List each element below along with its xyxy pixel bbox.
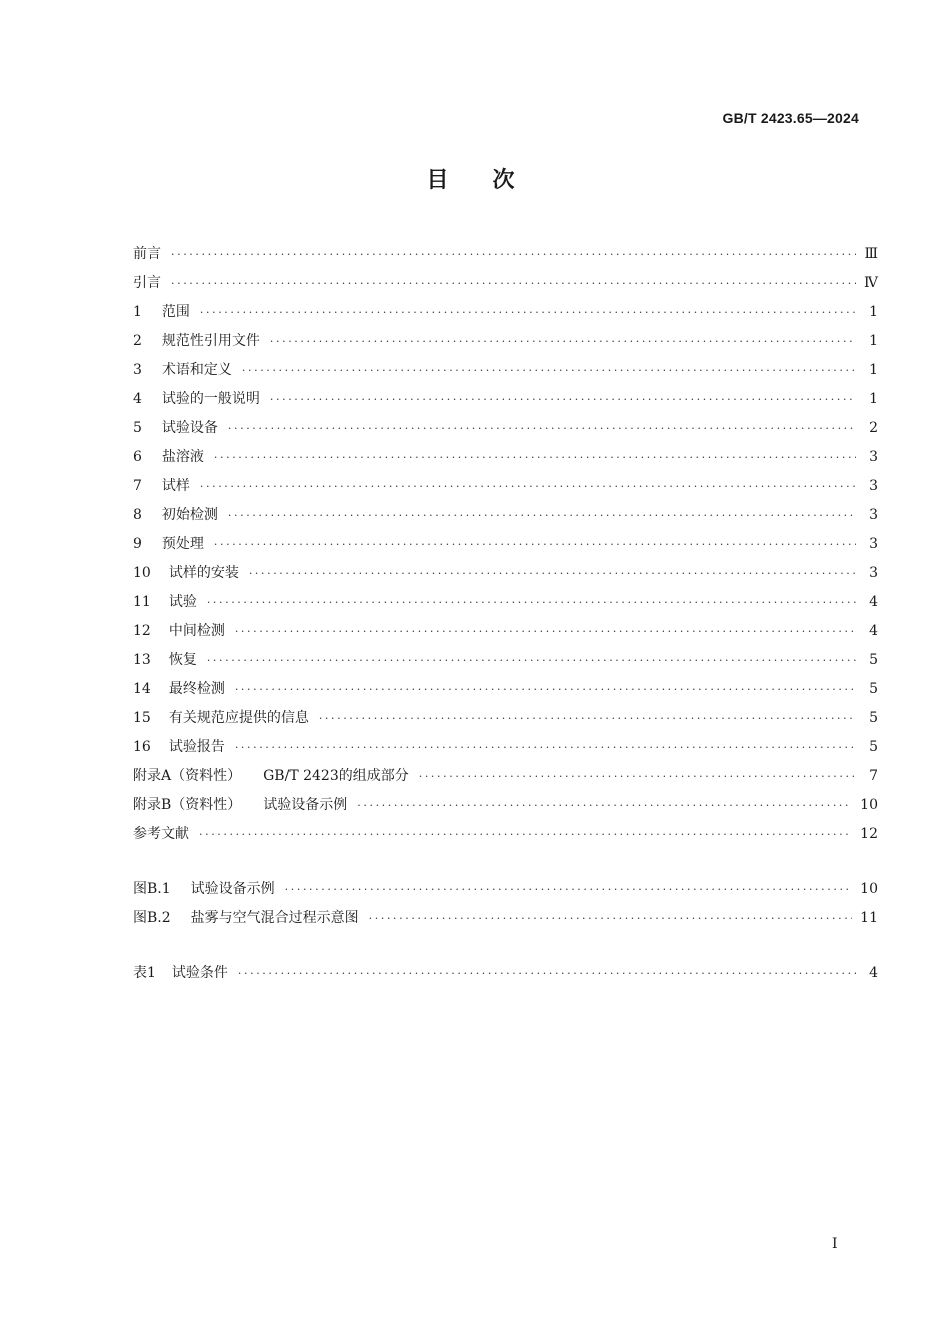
toc-entry[interactable] — [133, 472, 878, 501]
toc-leader-dots — [369, 904, 853, 933]
toc-leader-dots — [235, 675, 856, 704]
toc-entry[interactable] — [133, 443, 878, 472]
toc-leader-dots — [285, 875, 853, 904]
toc-entry-label — [133, 791, 347, 820]
toc-entry-label — [133, 588, 197, 617]
toc-entry-title: 范围 — [161, 304, 190, 320]
toc-entry-page: 4 — [869, 965, 878, 981]
toc-entry-number: 附录A（资料性） — [133, 768, 242, 784]
toc-entry-number: 4 — [133, 391, 142, 407]
toc-entry[interactable] — [133, 959, 878, 988]
toc-entry[interactable] — [133, 414, 878, 443]
toc-entry[interactable] — [133, 820, 878, 849]
toc-entry-page: 5 — [869, 652, 878, 668]
toc-entry[interactable] — [133, 269, 878, 298]
toc-entry[interactable] — [133, 791, 878, 820]
toc-entry-number: 图B.1 — [133, 881, 171, 897]
toc-figures — [133, 875, 878, 933]
toc-entry-title: 试样 — [161, 478, 190, 494]
toc-entry-page: Ⅲ — [864, 246, 878, 262]
toc-leader-dots — [214, 443, 856, 472]
toc-entry-label — [133, 501, 218, 530]
toc-entry-page: 11 — [860, 910, 878, 926]
toc-entry[interactable] — [133, 617, 878, 646]
toc-entry-number: 5 — [133, 420, 142, 436]
toc-entry-page: 1 — [869, 362, 878, 378]
toc-entry-title: 试验条件 — [171, 965, 228, 981]
toc-entry[interactable] — [133, 904, 878, 933]
toc-entry-label — [133, 733, 225, 762]
toc-entry-label — [133, 269, 161, 298]
toc-entry-title: 中间检测 — [168, 623, 225, 639]
toc-leader-dots — [242, 356, 856, 385]
toc-gap — [133, 933, 878, 959]
toc-entry-title: 盐雾与空气混合过程示意图 — [190, 910, 359, 926]
toc-entry-page: Ⅳ — [864, 275, 878, 291]
toc-leader-dots — [270, 385, 856, 414]
toc-entry-number: 12 — [133, 623, 151, 639]
toc-entry[interactable] — [133, 327, 878, 356]
toc-entry-number: 1 — [133, 304, 142, 320]
toc-entry-number: 15 — [133, 710, 151, 726]
toc-entry-label — [133, 762, 409, 791]
toc-entry-page: 1 — [869, 333, 878, 349]
toc-entry-label — [133, 646, 197, 675]
toc-entry-label — [133, 240, 161, 269]
toc-entry-label — [133, 820, 189, 849]
toc-entry-page: 10 — [860, 881, 878, 897]
toc-entry-title: 试验设备 — [161, 420, 218, 436]
toc-entry-page: 1 — [869, 304, 878, 320]
toc-entry-number: 6 — [133, 449, 142, 465]
toc-entry-page: 4 — [869, 594, 878, 610]
toc-entry-title: 规范性引用文件 — [161, 333, 260, 349]
toc-entry-number: 16 — [133, 739, 151, 755]
toc-entry-label — [133, 675, 225, 704]
toc-entry[interactable] — [133, 733, 878, 762]
toc-entry-number: 图B.2 — [133, 910, 171, 926]
toc-entry-number: 14 — [133, 681, 151, 697]
toc-entry-title: 恢复 — [168, 652, 197, 668]
toc-entry-page: 5 — [869, 681, 878, 697]
toc-entry-title: 前言 — [133, 246, 161, 262]
toc-entry-label — [133, 443, 204, 472]
toc-entry-title: 初始检测 — [161, 507, 218, 523]
page-title: 目次 — [426, 168, 559, 193]
toc-entry-title: 试验报告 — [168, 739, 225, 755]
toc-entry-title: GB/T 2423的组成部分 — [263, 768, 409, 784]
toc-entry-label — [133, 559, 239, 588]
toc-leader-dots — [235, 733, 856, 762]
toc-gap — [133, 849, 878, 875]
toc-entry-title: 盐溶液 — [161, 449, 204, 465]
toc-entry-label — [133, 875, 275, 904]
toc-leader-dots — [207, 588, 856, 617]
toc-entry-label — [133, 704, 309, 733]
toc-sections — [133, 240, 878, 849]
toc-entry-number: 表1 — [133, 965, 156, 981]
toc-entry-title: 试验设备示例 — [263, 797, 348, 813]
table-of-contents — [133, 240, 878, 988]
toc-entry[interactable] — [133, 675, 878, 704]
toc-entry-label — [133, 414, 218, 443]
page-number: Ⅰ — [832, 1236, 838, 1252]
toc-entry[interactable] — [133, 762, 878, 791]
toc-leader-dots — [171, 269, 856, 298]
toc-entry[interactable] — [133, 530, 878, 559]
toc-leader-dots — [270, 327, 856, 356]
toc-entry[interactable] — [133, 385, 878, 414]
toc-entry-label — [133, 472, 190, 501]
toc-entry-label — [133, 298, 190, 327]
toc-leader-dots — [249, 559, 856, 588]
toc-entry[interactable] — [133, 704, 878, 733]
toc-entry-number: 7 — [133, 478, 142, 494]
toc-entry-page: 3 — [869, 565, 878, 581]
toc-leader-dots — [235, 617, 856, 646]
toc-entry-label — [133, 327, 260, 356]
toc-entry-title: 术语和定义 — [161, 362, 232, 378]
toc-leader-dots — [200, 472, 856, 501]
toc-entry-title: 最终检测 — [168, 681, 225, 697]
toc-entry-page: 2 — [869, 420, 878, 436]
toc-leader-dots — [357, 791, 852, 820]
toc-entry[interactable] — [133, 646, 878, 675]
toc-entry-number: 附录B（资料性） — [133, 797, 242, 813]
toc-leader-dots — [228, 501, 856, 530]
toc-entry[interactable] — [133, 559, 878, 588]
toc-leader-dots — [199, 820, 852, 849]
toc-entry-title: 试验设备示例 — [190, 881, 275, 897]
toc-entry-label — [133, 530, 204, 559]
toc-entry-page: 5 — [869, 710, 878, 726]
toc-entry-page: 10 — [860, 797, 878, 813]
toc-entry-page: 3 — [869, 507, 878, 523]
toc-leader-dots — [214, 530, 856, 559]
toc-entry-title: 预处理 — [161, 536, 204, 552]
toc-entry-title: 试验的一般说明 — [161, 391, 260, 407]
toc-leader-dots — [419, 762, 856, 791]
toc-entry[interactable] — [133, 875, 878, 904]
toc-entry-number: 3 — [133, 362, 142, 378]
toc-entry[interactable] — [133, 298, 878, 327]
toc-entry[interactable] — [133, 501, 878, 530]
toc-entry-number: 11 — [133, 594, 151, 610]
toc-tables — [133, 959, 878, 988]
toc-entry-page: 3 — [869, 478, 878, 494]
toc-entry[interactable] — [133, 588, 878, 617]
toc-leader-dots — [200, 298, 856, 327]
toc-entry-title: 引言 — [133, 275, 161, 291]
toc-entry-number: 9 — [133, 536, 142, 552]
standard-code: GB/T 2423.65—2024 — [722, 110, 859, 126]
toc-entry-title: 参考文献 — [133, 826, 189, 842]
toc-leader-dots — [228, 414, 856, 443]
toc-entry-title: 试验 — [168, 594, 197, 610]
toc-entry[interactable] — [133, 356, 878, 385]
toc-entry-page: 5 — [869, 739, 878, 755]
toc-leader-dots — [319, 704, 856, 733]
toc-entry-number: 13 — [133, 652, 151, 668]
toc-entry-label — [133, 356, 232, 385]
toc-entry-page: 1 — [869, 391, 878, 407]
toc-entry-number: 2 — [133, 333, 142, 349]
toc-entry-number: 8 — [133, 507, 142, 523]
toc-entry-page: 7 — [869, 768, 878, 784]
toc-entry-label — [133, 904, 359, 933]
toc-entry-number: 10 — [133, 565, 151, 581]
toc-entry-page: 4 — [869, 623, 878, 639]
toc-entry-label — [133, 959, 228, 988]
toc-entry-label — [133, 617, 225, 646]
toc-entry-title: 有关规范应提供的信息 — [168, 710, 309, 726]
toc-entry-label — [133, 385, 260, 414]
toc-entry-page: 12 — [860, 826, 878, 842]
toc-leader-dots — [171, 240, 856, 269]
toc-entry-page: 3 — [869, 449, 878, 465]
toc-leader-dots — [238, 959, 856, 988]
toc-entry-title: 试样的安装 — [168, 565, 239, 581]
toc-entry[interactable] — [133, 240, 878, 269]
toc-leader-dots — [207, 646, 856, 675]
toc-entry-page: 3 — [869, 536, 878, 552]
